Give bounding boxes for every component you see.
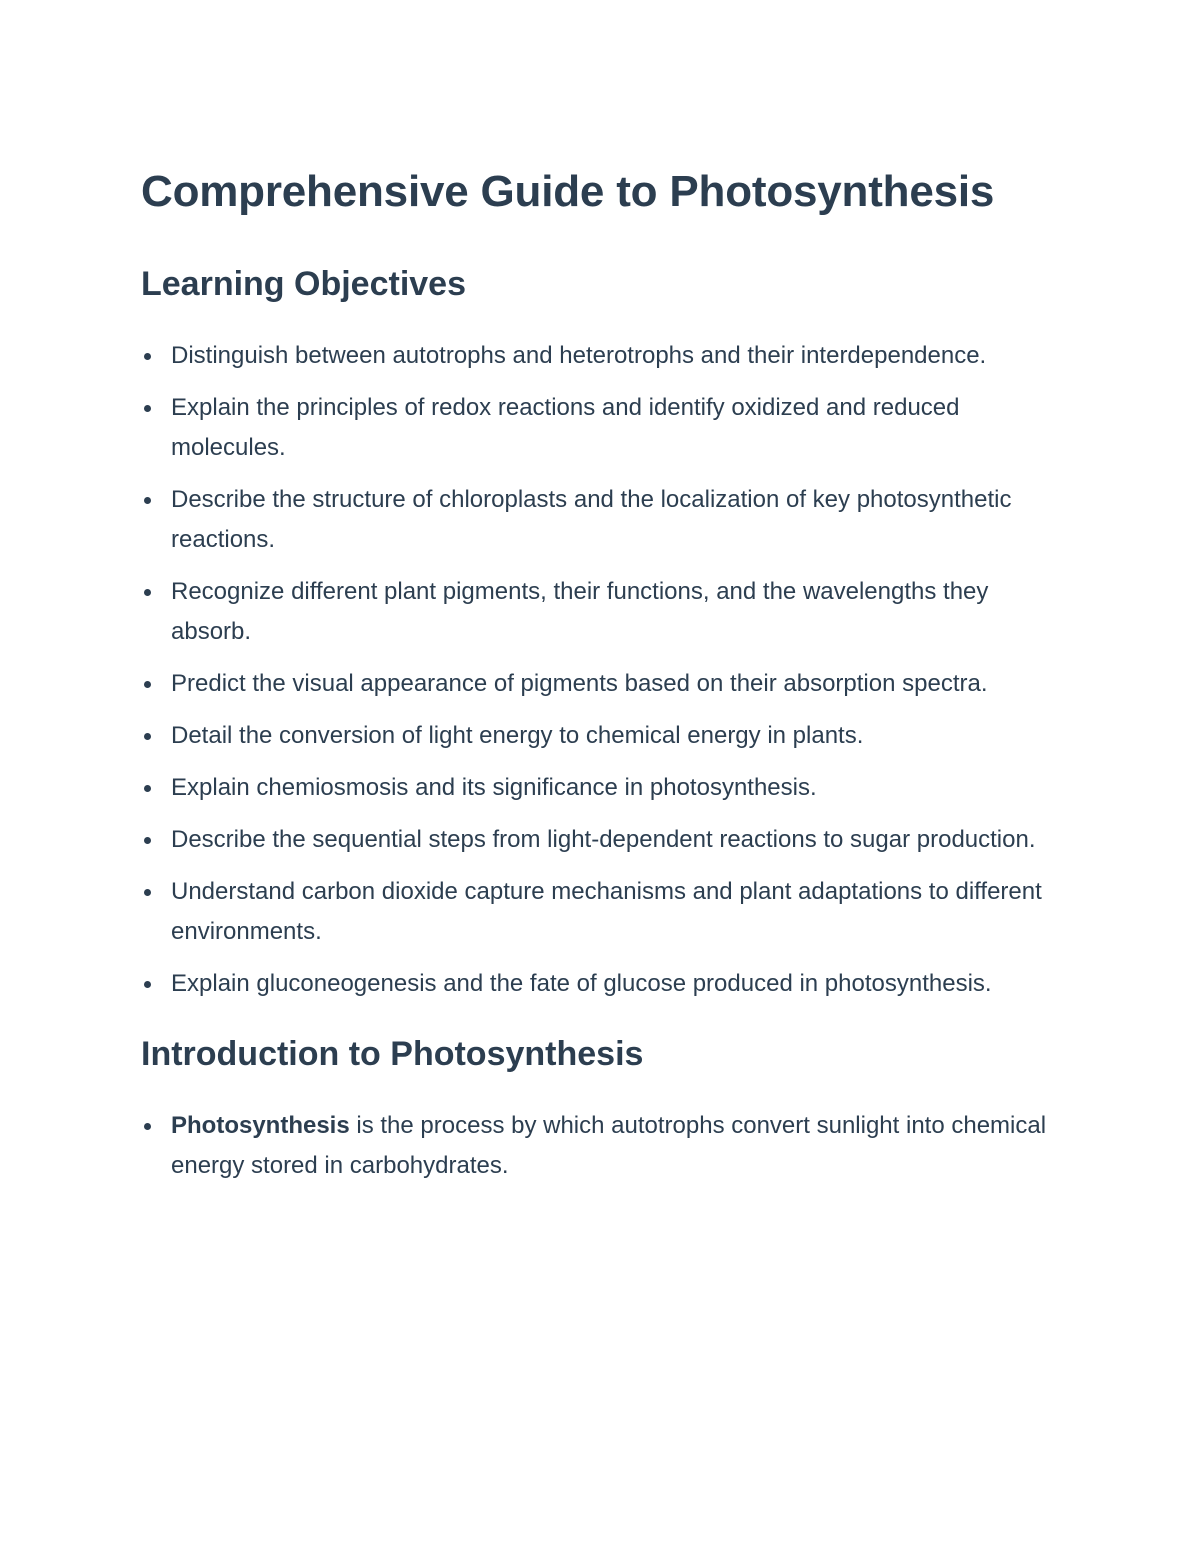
objective-item: [141, 872, 1071, 952]
introduction-list: [141, 1106, 1071, 1186]
bullet-icon: [144, 981, 151, 988]
objective-text: Predict the visual appearance of pigments based on their absorption spectra.: [171, 670, 988, 697]
objective-text: Understand carbon dioxide capture mechanisms and plant adaptations to different environments.: [171, 878, 1042, 945]
introduction-item: [141, 1106, 1071, 1186]
objective-item: [141, 768, 1071, 808]
objective-text: Explain the principles of redox reactions and identify oxidized and reduced molecules.: [171, 394, 960, 461]
objective-text: Detail the conversion of light energy to chemical energy in plants.: [171, 722, 864, 749]
objective-text: Explain chemiosmosis and its significance in photosynthesis.: [171, 774, 817, 801]
bullet-icon: [144, 785, 151, 792]
bullet-icon: [144, 733, 151, 740]
bullet-icon: [144, 837, 151, 844]
objective-item: [141, 716, 1071, 756]
introduction-text: is the process by which autotrophs convert sunlight into chemical energy stored in carbohydrates.: [171, 1112, 1047, 1179]
objective-item: [141, 480, 1071, 560]
objective-text: Describe the sequential steps from light-dependent reactions to sugar production.: [171, 826, 1036, 853]
document-page: [141, 160, 1071, 1198]
key-term: Photosynthesis: [171, 1112, 350, 1139]
bullet-icon: [144, 353, 151, 360]
learning-objectives-heading: Learning Objectives: [141, 265, 466, 303]
objective-item: [141, 336, 1071, 376]
bullet-icon: [144, 497, 151, 504]
bullet-icon: [144, 405, 151, 412]
objective-item: [141, 820, 1071, 860]
objective-item: [141, 964, 1071, 1004]
objective-text: Distinguish between autotrophs and heterotrophs and their interdependence.: [171, 342, 987, 369]
objective-text: Describe the structure of chloroplasts and the localization of key photosynthetic reactions.: [171, 486, 1012, 553]
bullet-icon: [144, 681, 151, 688]
objective-item: [141, 388, 1071, 468]
objective-item: [141, 572, 1071, 652]
objective-text: Explain gluconeogenesis and the fate of glucose produced in photosynthesis.: [171, 970, 992, 997]
objective-item: [141, 664, 1071, 704]
bullet-icon: [144, 589, 151, 596]
objective-text: Recognize different plant pigments, their functions, and the wavelengths they absorb.: [171, 578, 989, 645]
bullet-icon: [144, 889, 151, 896]
bullet-icon: [144, 1123, 151, 1130]
introduction-heading: Introduction to Photosynthesis: [141, 1035, 644, 1073]
document-title: Comprehensive Guide to Photosynthesis: [141, 167, 995, 216]
learning-objectives-list: [141, 336, 1071, 1004]
